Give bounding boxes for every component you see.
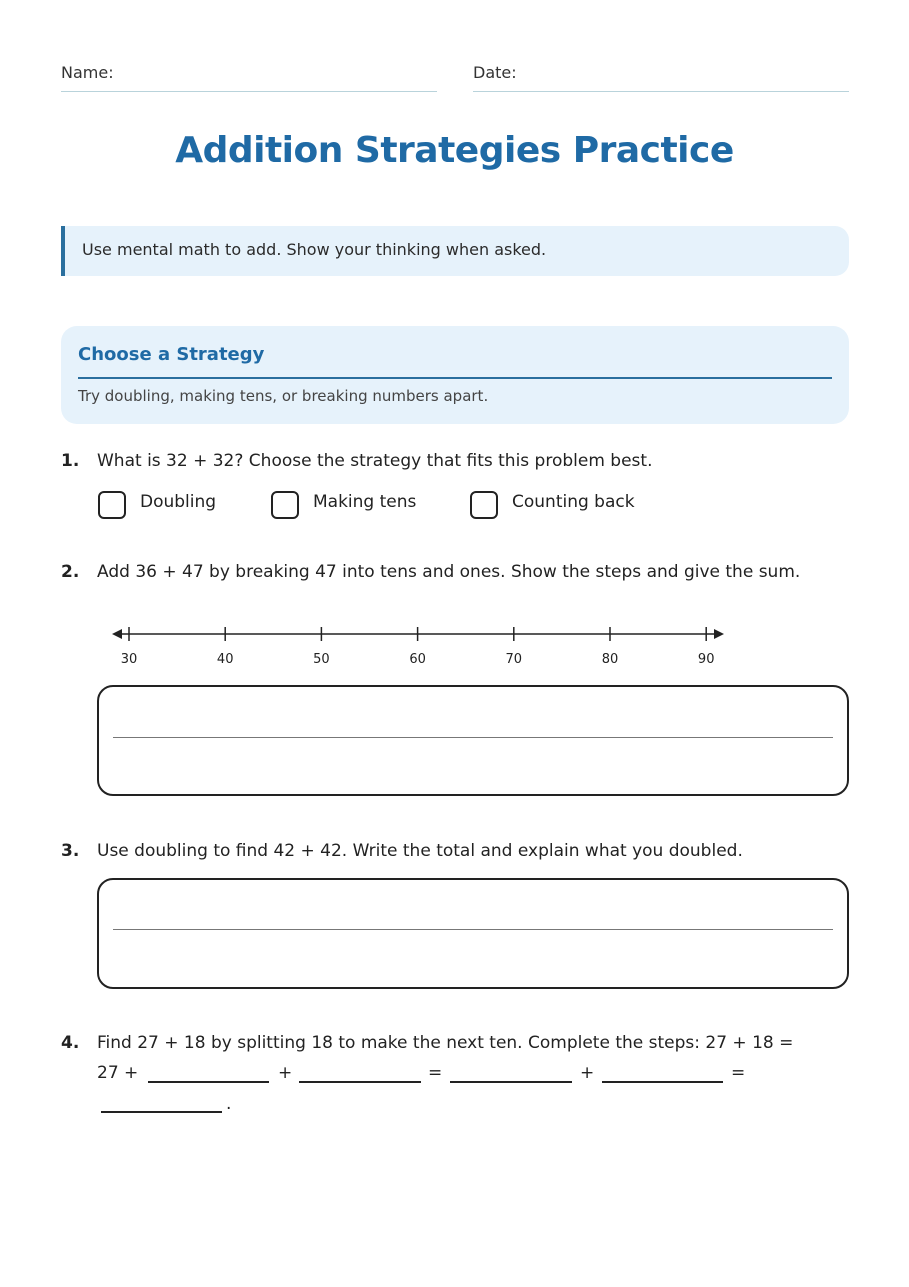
equals-symbol: = <box>731 1063 746 1083</box>
equals-symbol: = <box>428 1063 443 1083</box>
answer-line <box>113 737 833 738</box>
number-line-right-arrow <box>714 629 724 639</box>
question-3-number: 3. <box>61 841 80 861</box>
question-1-number: 1. <box>61 451 80 471</box>
question-3-text: Use doubling to find 42 + 42. Write the total and explain what you doubled. <box>97 841 743 861</box>
checkbox-making-tens[interactable] <box>271 491 299 519</box>
answer-line <box>113 929 833 930</box>
number-line-tick-label: 40 <box>216 652 234 667</box>
number-line-tick-label: 50 <box>313 652 330 667</box>
instruction-text: Use mental math to add. Show your thinking when asked. <box>82 240 547 259</box>
number-line-tick-label: 80 <box>601 652 619 667</box>
option-counting-back-label: Counting back <box>512 492 635 512</box>
question-1-text: What is 32 + 32? Choose the strategy that fits this problem best. <box>97 451 653 471</box>
blank-2[interactable] <box>299 1081 421 1083</box>
blank-4[interactable] <box>602 1081 723 1083</box>
option-doubling-label: Doubling <box>140 492 217 512</box>
number-line-tick-label: 90 <box>697 652 715 667</box>
number-line-tick-label: 30 <box>120 652 138 667</box>
number-line-tick-label: 70 <box>505 652 523 667</box>
number-line <box>100 620 740 676</box>
date-field[interactable] <box>473 91 849 92</box>
period: . <box>226 1094 232 1114</box>
answer-box-q2[interactable] <box>97 685 849 796</box>
blank-1[interactable] <box>148 1081 269 1083</box>
instruction-banner <box>61 226 849 276</box>
number-line-left-arrow <box>112 629 122 639</box>
strategy-subtitle: Try doubling, making tens, or breaking numbers apart. <box>78 387 489 405</box>
question-2-text: Add 36 + 47 by breaking 47 into tens and ones. Show the steps and give the sum. <box>97 562 801 582</box>
strategy-box <box>61 326 849 424</box>
checkbox-doubling[interactable] <box>98 491 126 519</box>
name-label: Name: <box>61 63 114 82</box>
option-making-tens-label: Making tens <box>313 492 417 512</box>
question-4-number: 4. <box>61 1033 80 1053</box>
strategy-title: Choose a Strategy <box>78 344 265 365</box>
blank-5[interactable] <box>101 1111 222 1113</box>
plus-symbol: + <box>278 1063 293 1083</box>
question-2-number: 2. <box>61 562 80 582</box>
question-4-line2-start: 27 + <box>97 1063 139 1083</box>
strategy-divider <box>78 377 832 379</box>
answer-box-q3[interactable] <box>97 878 849 989</box>
checkbox-counting-back[interactable] <box>470 491 498 519</box>
page-title: Addition Strategies Practice <box>175 130 734 171</box>
name-field[interactable] <box>61 91 437 92</box>
question-4-text: Find 27 + 18 by splitting 18 to make the next ten. Complete the steps: 27 + 18 = <box>97 1033 794 1053</box>
date-label: Date: <box>473 63 517 82</box>
blank-3[interactable] <box>450 1081 572 1083</box>
number-line-tick-label: 60 <box>409 652 426 667</box>
plus-symbol: + <box>580 1063 595 1083</box>
